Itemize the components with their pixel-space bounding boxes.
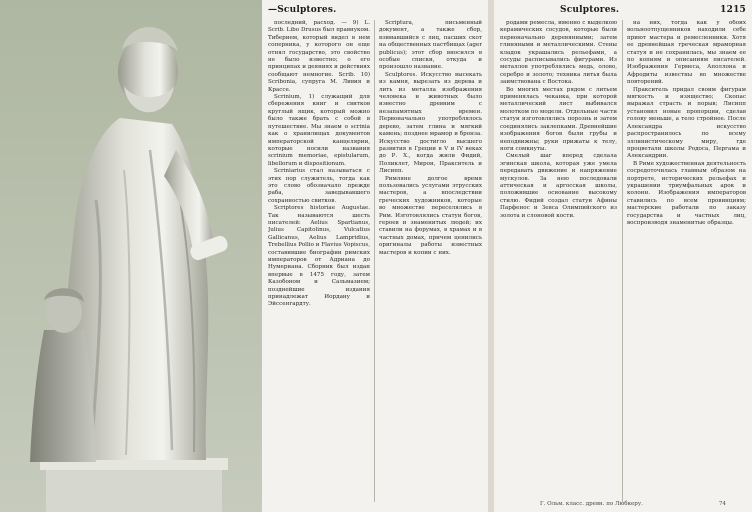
text-column-1 bbox=[500, 20, 617, 502]
footer-note: Г. Ольм. класс. древн. по Любкеру. bbox=[540, 501, 643, 507]
page-footer bbox=[500, 501, 746, 510]
signature-mark: 74 bbox=[719, 501, 726, 507]
paragraph: Scrinium, 1) служащий для сбережения книг и свитков круглый ящик, который можно было также брать с собой в путешествие. Мы знаем о scrinia как о хранилищах документов императорской канцелярии, которые носили названия scrinium memoriae, epistularum, libellorum и dispositionum. bbox=[268, 94, 370, 167]
paragraph: Пракситель придал своим фигурам мягкость и изящество; Скопас выражал страсть и порыв; Лисипп установил новые пропорции, сделав голову меньше, а тело стройнее. После Александра искусство распространилось по всему эллинистическому миру, где процветали школы Родоса, Пергама и Александрии. bbox=[627, 86, 746, 160]
column-divider bbox=[622, 20, 623, 502]
column-divider bbox=[374, 20, 375, 502]
paragraph: Scriniarius стал называться с этих пор служитель, тогда как это слово обозначало прежде раба, заведывавшего сохранностью свитков. bbox=[268, 168, 370, 204]
statue-illustration bbox=[0, 0, 262, 512]
paragraph: Смелый шаг вперед сделала эгинская школа, которая уже умела передавать движение и напряжение мускулов. За нею последовали аттическая и аргосская школы, положившие основание высокому стилю. Фидий создал статуи Афины Парфенос и Зевса Олимпийского из золота и слоновой кости. bbox=[500, 153, 617, 219]
paragraph: Римляне долгое время пользовались услугами этрусских мастеров, а впоследствии греческих художников, которые во множестве переселялись в Рим. Изготовлялись статуи богов, героев и знаменитых людей; их ставили на форумах, в храмах и в частных домах, причем ценились оригиналы работы известных мастеров и копии с них. bbox=[379, 175, 482, 256]
paragraph: В Риме художественная деятельность сосредоточилась главным образом на портрете, исторических рельефах и украшении триумфальных арок и колонн. Изображения императоров ставились по всем провинциям; мастерские работали по заказу государства и частных лиц, воспроизводя знаменитые образцы. bbox=[627, 160, 746, 226]
paragraph: на них, тогда как у обоих вольноотпущенников находили себе приют мастера и ремесленники. Хотя ее древнейшая греческая мраморная статуя и не сохранилась, мы знаем ее по копиям и описаниям писателей. Изображения Гермеса, Аполлона и Афродиты известны во множестве повторений. bbox=[627, 20, 746, 86]
page-header bbox=[500, 5, 746, 17]
paragraph: последний, расход. — 9) L. Scrib. Libo Drusus был правнуком. Тиберием, который видел в нем соперника, у которого он еще отнял государство, это свойство не было известно; о его принципах и деяниях и действиях сообщают немногие. Scrib. 10) Scribonia, супруга М. Ливия и Крассе. bbox=[268, 20, 370, 93]
paragraph: Sculptores. Искусство высекать из камня, вырезать из дерева и лить из металла изображения человека и животных было известно древним с незапамятных времен. Первоначально употреблялось дерево, затем глина и мягкий камень; позднее мрамор и бронза. Искусство достигло высшего развития в Греции в V и IV веках до Р. Х., когда жили Фидий, Поликлет, Мирон, Пракситель и Лисипп. bbox=[379, 71, 482, 175]
text-column-2 bbox=[379, 20, 482, 502]
text-column-2 bbox=[627, 20, 746, 502]
left-page bbox=[262, 0, 488, 512]
statue-photo bbox=[0, 0, 262, 512]
header-title: —Sculptores. bbox=[268, 5, 337, 15]
right-page bbox=[494, 0, 752, 512]
text-column-1 bbox=[268, 20, 370, 502]
paragraph: родами ремесла, именно с выделкою керамических сосудов, которые были первоначально деревянными; затем глиняными и металлическими. Стены кладок украшались рельефами, а сосуды расписывались фигурами. Из металлов употреблялись медь, олово, серебро и золото; техника литья была заимствована с Востока. bbox=[500, 20, 617, 86]
page-number: 1215 bbox=[720, 5, 746, 15]
paragraph: Scriptura, письменный документ, а также сбор, взимавшийся с лиц, пасших скот на общественных пастбищах (ager publicus); этот сбор вносился в особые списки, откуда и произошло название. bbox=[379, 20, 482, 71]
paragraph: Во многих местах рядом с литьем применялась чеканка, при которой металлический лист выбивался молотком по модели. Отдельные части статуи изготовлялись порознь и затем соединялись заклепками. Древнейшие изображения богов были грубы и неподвижны; руки прижаты к телу, ноги сомкнуты. bbox=[500, 86, 617, 152]
page-header bbox=[268, 5, 482, 17]
header-title: Sculptores. bbox=[560, 5, 620, 15]
paragraph: Scriptores historiae Augustae. Так называются шесть писателей: Aelius Spartianus, Julius Capitolinus, Vulcatius Gallicanus, Aelius Lampridius, Trebellius Pollio и Flavius Vopiscus, составившие биографии римских императоров от Адриана до Нумериана. Сборник был издан впервые в 1475 году, затем Казобоном и Сальмазием; позднейшие издания принадлежат Иордану и Эйссенгардту. bbox=[268, 205, 370, 308]
